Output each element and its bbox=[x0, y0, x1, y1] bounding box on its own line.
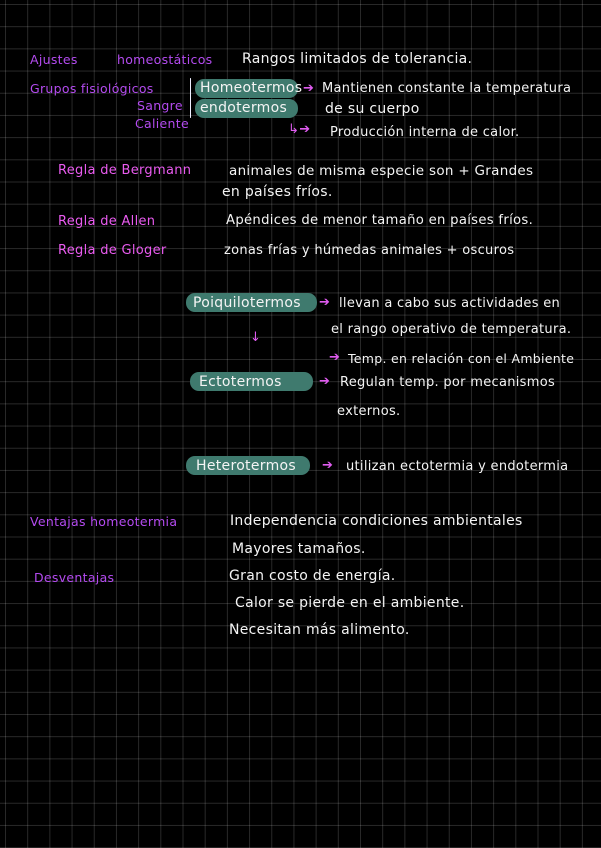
text-vent-1: Independencia condiciones ambientales bbox=[230, 513, 523, 529]
heading-grupos-fisiologicos: Grupos fisiológicos bbox=[30, 81, 154, 96]
text-de-su-cuerpo: de su cuerpo bbox=[325, 101, 420, 117]
label-regla-bergmann: Regla de Bergmann bbox=[58, 163, 192, 178]
label-poiquilotermos: Poiquilotermos bbox=[193, 295, 301, 311]
text-desv-2: Calor se pierde en el ambiente. bbox=[235, 595, 465, 611]
arrow-icon: ➔ bbox=[329, 350, 341, 365]
bracket-box bbox=[190, 78, 191, 118]
label-sangre: Sangre bbox=[137, 98, 183, 113]
label-ectotermos: Ectotermos bbox=[199, 374, 282, 390]
text-bergmann-2: en países fríos. bbox=[222, 184, 333, 200]
text-vent-2: Mayores tamaños. bbox=[232, 541, 366, 557]
label-endotermos: endotermos bbox=[200, 100, 288, 116]
text-bergmann-1: animales de misma especie son + Grandes bbox=[229, 163, 534, 179]
arrow-down-icon: ↓ bbox=[250, 330, 262, 345]
text-allen: Apéndices de menor tamaño en países fríos. bbox=[226, 213, 534, 228]
heading-ventajas: Ventajas homeotermia bbox=[30, 514, 178, 529]
text-mantienen: Mantienen constante la temperatura bbox=[322, 81, 572, 96]
label-caliente: Caliente bbox=[135, 116, 189, 131]
label-regla-allen: Regla de Allen bbox=[58, 214, 156, 229]
arrow-icon: ➔ bbox=[303, 81, 315, 96]
arrow-icon: ➔ bbox=[322, 458, 334, 473]
label-heterotermos: Heterotermos bbox=[196, 458, 296, 474]
text-ecto-1: Regulan temp. por mecanismos bbox=[340, 375, 556, 390]
text-gloger: zonas frías y húmedas animales + oscuros bbox=[224, 243, 515, 258]
label-homeotermos: Homeotermos bbox=[200, 80, 303, 96]
text-ecto-2: externos. bbox=[337, 404, 401, 419]
arrow-icon: ↳➔ bbox=[288, 122, 311, 137]
heading-ajustes: Ajustes bbox=[30, 52, 78, 67]
text-hetero: utilizan ectotermia y endotermia bbox=[346, 459, 569, 474]
text-produccion: Producción interna de calor. bbox=[330, 125, 520, 140]
text-poiq-2: el rango operativo de temperatura. bbox=[331, 322, 572, 337]
label-regla-gloger: Regla de Gloger bbox=[58, 243, 167, 258]
arrow-icon: ➔ bbox=[319, 374, 331, 389]
heading-homeostaticos: homeostáticos bbox=[117, 52, 213, 67]
arrow-icon: ➔ bbox=[319, 295, 331, 310]
text-desv-3: Necesitan más alimento. bbox=[229, 622, 410, 638]
text-poiq-3: Temp. en relación con el Ambiente bbox=[348, 351, 575, 366]
text-rangos: Rangos limitados de tolerancia. bbox=[242, 51, 473, 67]
text-desv-1: Gran costo de energía. bbox=[229, 568, 396, 584]
heading-desventajas: Desventajas bbox=[34, 570, 115, 585]
text-poiq-1: llevan a cabo sus actividades en bbox=[339, 296, 561, 311]
